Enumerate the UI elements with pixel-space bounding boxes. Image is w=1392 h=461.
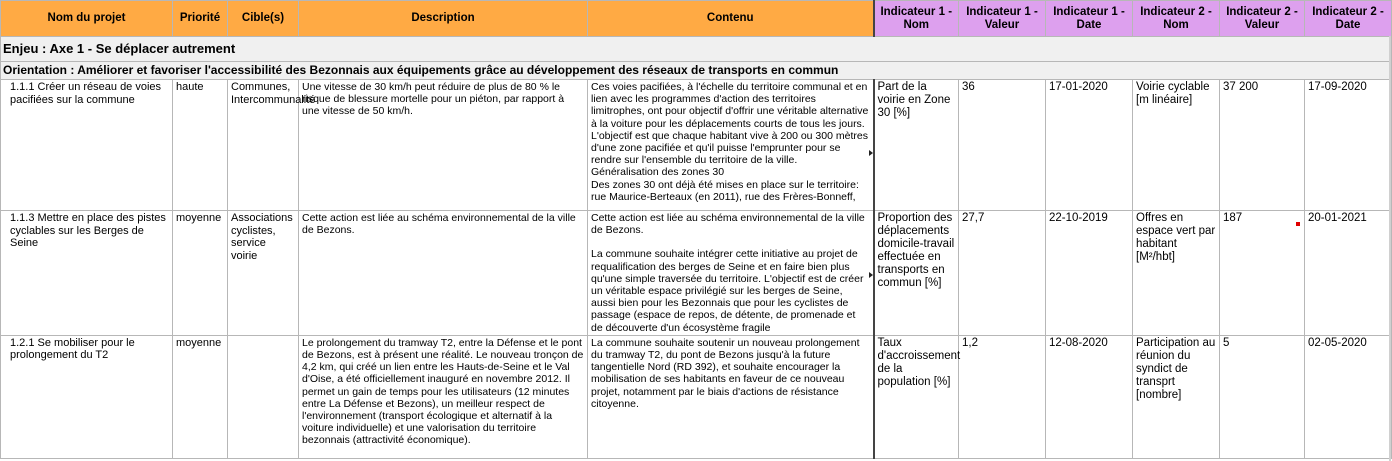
header-nom-projet[interactable]: Nom du projet [1, 1, 173, 37]
cell-ind2-valeur[interactable]: 5 [1220, 335, 1305, 458]
header-ind2-date[interactable]: Indicateur 2 - Date [1305, 1, 1392, 37]
cell-ind2-valeur[interactable]: 187 [1220, 211, 1305, 336]
header-ind1-valeur[interactable]: Indicateur 1 - Valeur [959, 1, 1046, 37]
vertical-scrollbar[interactable] [1389, 36, 1391, 461]
orientation-row [1, 62, 1392, 80]
contenu-text: La commune souhaite soutenir un nouveau prolongement du tramway T2, du pont de Bezons jusqu'à la future tangentielle Nord (RD 392), et souhaite encourager la mobilisation de ses habitants en faveur de ce nouveau projet, notamment par le biais d'actions de résistance citoyenne. [591, 336, 860, 410]
header-ind1-date[interactable]: Indicateur 1 - Date [1046, 1, 1133, 37]
cell-ind1-nom[interactable]: Taux d'accroissement de la population [%] [874, 335, 959, 458]
cell-priorite[interactable]: moyenne [173, 211, 228, 336]
contenu-text: Des zones 30 ont déjà été mises en place sur le territoire: rue Maurice-Berteaux (en 2011), rue des Frères-Bonneff, [591, 178, 859, 203]
cell-ind1-date[interactable]: 12-08-2020 [1046, 335, 1133, 458]
header-contenu[interactable]: Contenu [588, 1, 874, 37]
contenu-text: Cette action est liée au schéma environnemental de la ville de Bezons. [591, 212, 865, 237]
cell-ind2-date[interactable]: 02-05-2020 [1305, 335, 1392, 458]
table-row [1, 335, 1392, 458]
contenu-text: La commune souhaite intégrer cette initiative au projet de requalification des berges de Seine et en faire bien plus qu'une simple traversée du territoire. L'objectif est de créer un véritable espace privilégié sur les berges de Seine, aussi bien pour les Bezonnais que pour les cyclistes de passage (espace de repos, de détente, de promenade et de découverte d'un écosystème fragile [591, 248, 864, 334]
cell-nom[interactable]: 1.1.1 Créer un réseau de voies pacifiées sur la commune [1, 80, 173, 211]
comment-marker-icon[interactable] [1296, 222, 1300, 226]
overflow-arrow-icon [869, 150, 873, 156]
header-ind1-nom[interactable]: Indicateur 1 - Nom [874, 1, 959, 37]
cell-description[interactable]: Le prolongement du tramway T2, entre la Défense et le pont de Bezons, est à présent une réalité. Le nouveau tronçon de 4,2 km, qui créé un lien entre les Hauts-de-Seine et le Val d'Oise, a été officiellement inauguré en novembre 2012. Il permet un gain de temps pour les utilisateurs (12 minutes entre La Défense et Bezons), un meilleur respect de l'environnement (transport écologique et alternatif à la voiture individuelle) et une valorisation du territoire bezonnais (attractivité économique). [299, 335, 588, 458]
cell-ind2-nom[interactable]: Offres en espace vert par habitant [M²/hbt] [1133, 211, 1220, 336]
cell-ind2-date[interactable]: 20-01-2021 [1305, 211, 1392, 336]
cell-ind1-nom[interactable]: Proportion des déplacements domicile-travail effectuée en transports en commun [%] [874, 211, 959, 336]
cell-ind1-valeur[interactable]: 36 [959, 80, 1046, 211]
contenu-text: Ces voies pacifiées, à l'échelle du territoire communal et en lien avec les programmes d'action des territoires limitrophes, ont pour objectif d'offrir une véritable alternative à la voiture pour les déplacements courts de tous les jours. L'objectif est que chaque habitant vive à 200 ou 300 mètres d'une zone pacifiée et qu'il puisse l'emprunter pour se rendre sur l'ensemble du territoire de la ville. [591, 81, 869, 167]
header-ind2-nom[interactable]: Indicateur 2 - Nom [1133, 1, 1220, 37]
cell-priorite[interactable]: moyenne [173, 335, 228, 458]
table-row [1, 211, 1392, 336]
table-row [1, 80, 1392, 211]
cell-ind2-nom[interactable]: Voirie cyclable [m linéaire] [1133, 80, 1220, 211]
header-priorite[interactable]: Priorité [173, 1, 228, 37]
cell-ind2-valeur[interactable]: 37 200 [1220, 80, 1305, 211]
cell-description[interactable]: Une vitesse de 30 km/h peut réduire de plus de 80 % le risque de blessure mortelle pour un piéton, par rapport à une vitesse de 50 km/h. [299, 80, 588, 211]
contenu-text: Généralisation des zones 30 [591, 166, 725, 179]
cell-contenu[interactable] [588, 335, 874, 458]
orientation-label[interactable]: Orientation : Améliorer et favoriser l'accessibilité des Bezonnais aux équipements grâce au développement des réseaux de transports en commun [1, 62, 1392, 80]
cell-cibles[interactable] [228, 335, 299, 458]
cell-cibles[interactable]: Communes, Intercommunalité [228, 80, 299, 211]
cell-contenu[interactable] [588, 211, 874, 336]
cell-ind1-valeur[interactable]: 1,2 [959, 335, 1046, 458]
header-description[interactable]: Description [299, 1, 588, 37]
cell-contenu[interactable] [588, 80, 874, 211]
cell-ind1-date[interactable]: 22-10-2019 [1046, 211, 1133, 336]
cell-ind1-date[interactable]: 17-01-2020 [1046, 80, 1133, 211]
cell-ind2-nom[interactable]: Participation au réunion du syndict de transprt [nombre] [1133, 335, 1220, 458]
cell-ind1-valeur[interactable]: 27,7 [959, 211, 1046, 336]
header-row [1, 1, 1392, 37]
cell-ind2-date[interactable]: 17-09-2020 [1305, 80, 1392, 211]
enjeu-row [1, 37, 1392, 62]
enjeu-label[interactable]: Enjeu : Axe 1 - Se déplacer autrement [1, 37, 1392, 62]
cell-description[interactable]: Cette action est liée au schéma environnemental de la ville de Bezons. [299, 211, 588, 336]
cell-cibles[interactable]: Associations cyclistes, service voirie [228, 211, 299, 336]
header-ind2-valeur[interactable]: Indicateur 2 - Valeur [1220, 1, 1305, 37]
cell-ind1-nom[interactable]: Part de la voirie en Zone 30 [%] [874, 80, 959, 211]
cell-priorite[interactable]: haute [173, 80, 228, 211]
cell-nom[interactable]: 1.2.1 Se mobiliser pour le prolongement du T2 [1, 335, 173, 458]
overflow-arrow-icon [869, 272, 873, 278]
header-cibles[interactable]: Cible(s) [228, 1, 299, 37]
cell-nom[interactable]: 1.1.3 Mettre en place des pistes cyclables sur les Berges de Seine [1, 211, 173, 336]
